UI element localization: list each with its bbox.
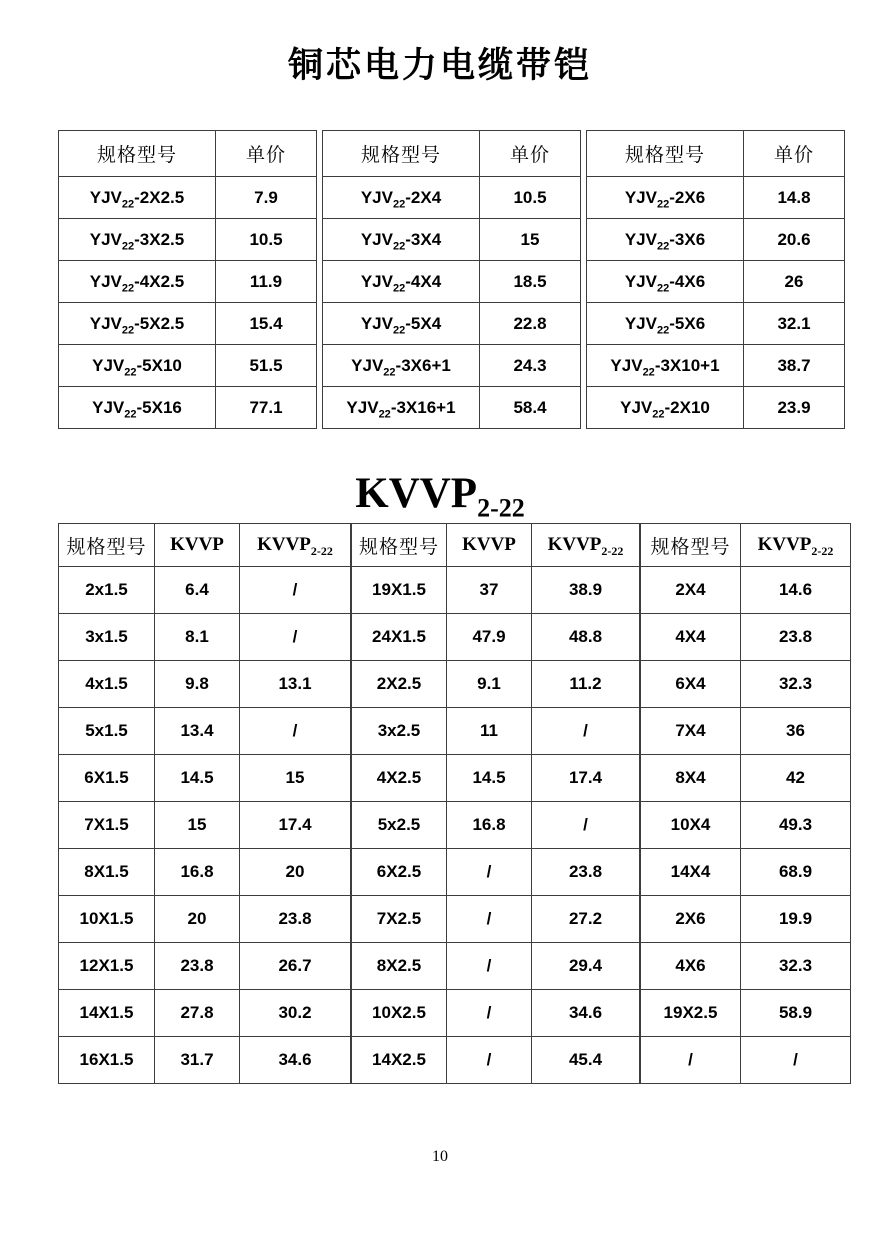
spec-cell: $YJV_{22}-3X6+1$ <box>323 345 480 387</box>
spec-cell: 2X2.5 <box>352 661 447 708</box>
table-row <box>59 1037 351 1084</box>
price-cell: 51.5 <box>216 345 317 387</box>
table-row <box>641 990 851 1037</box>
spec-cell: 14X1.5 <box>59 990 155 1037</box>
table-row <box>59 387 317 429</box>
price-cell: 36 <box>741 708 851 755</box>
column-header: 规格型号 <box>587 131 744 177</box>
price-cell: 17.4 <box>532 755 640 802</box>
table-row <box>587 219 845 261</box>
table-row <box>323 303 581 345</box>
spec-cell: $YJV_{22}-5X10$ <box>59 345 216 387</box>
table-row <box>59 567 351 614</box>
price-cell: / <box>532 802 640 849</box>
spec-cell: 4X4 <box>641 614 741 661</box>
spec-cell: 5x2.5 <box>352 802 447 849</box>
header-row <box>641 524 851 567</box>
spec-cell: 10X2.5 <box>352 990 447 1037</box>
price-cell: / <box>240 567 351 614</box>
spec-cell: 5x1.5 <box>59 708 155 755</box>
price-cell: 11.9 <box>216 261 317 303</box>
column-header: 单价 <box>480 131 581 177</box>
table-row <box>352 849 640 896</box>
spec-cell: 6X1.5 <box>59 755 155 802</box>
price-cell: 13.4 <box>155 708 240 755</box>
spec-cell: 10X1.5 <box>59 896 155 943</box>
spec-cell: 12X1.5 <box>59 943 155 990</box>
kvvp-price-table-2 <box>351 523 640 1084</box>
section1-tables <box>58 130 845 429</box>
price-cell: 14.8 <box>744 177 845 219</box>
price-cell: 17.4 <box>240 802 351 849</box>
price-cell: 20 <box>155 896 240 943</box>
column-header: $KVVP_{2-22}$ <box>532 524 640 567</box>
table-row <box>587 177 845 219</box>
yjv22-price-table-1 <box>58 130 317 429</box>
price-cell: 23.8 <box>155 943 240 990</box>
section2-tables <box>58 523 845 1084</box>
spec-cell: $YJV_{22}-5X4$ <box>323 303 480 345</box>
table-row <box>352 896 640 943</box>
table-row <box>59 177 317 219</box>
price-cell: 13.1 <box>240 661 351 708</box>
table-row <box>352 614 640 661</box>
table-row <box>59 303 317 345</box>
spec-cell: $YJV_{22}-5X16$ <box>59 387 216 429</box>
price-cell: 23.9 <box>744 387 845 429</box>
table-row <box>641 755 851 802</box>
spec-cell: $YJV_{22}-3X10+1$ <box>587 345 744 387</box>
table-row <box>641 802 851 849</box>
price-cell: 47.9 <box>447 614 532 661</box>
header-row <box>352 524 640 567</box>
price-cell: 16.8 <box>155 849 240 896</box>
header-row <box>59 524 351 567</box>
price-cell: 34.6 <box>532 990 640 1037</box>
table-row <box>641 943 851 990</box>
price-cell: 11 <box>447 708 532 755</box>
price-cell: 9.1 <box>447 661 532 708</box>
table-row <box>59 345 317 387</box>
price-cell: 19.9 <box>741 896 851 943</box>
column-header: 规格型号 <box>641 524 741 567</box>
table-row <box>641 567 851 614</box>
table-row <box>59 943 351 990</box>
price-cell: 38.7 <box>744 345 845 387</box>
price-cell: 15 <box>480 219 581 261</box>
price-cell: 68.9 <box>741 849 851 896</box>
spec-cell: 14X4 <box>641 849 741 896</box>
column-header: 单价 <box>216 131 317 177</box>
spec-cell: 2X4 <box>641 567 741 614</box>
table-row <box>59 614 351 661</box>
price-cell: 7.9 <box>216 177 317 219</box>
table-row <box>352 802 640 849</box>
price-cell: 37 <box>447 567 532 614</box>
table-row <box>587 387 845 429</box>
table-row <box>59 849 351 896</box>
page-number: 10 <box>432 1148 448 1165</box>
table-row <box>59 219 317 261</box>
spec-cell: 19X2.5 <box>641 990 741 1037</box>
table-row <box>323 387 581 429</box>
spec-cell: 6X2.5 <box>352 849 447 896</box>
column-header: KVVP <box>155 524 240 567</box>
table-row <box>352 990 640 1037</box>
table-row <box>641 1037 851 1084</box>
spec-cell: 7X1.5 <box>59 802 155 849</box>
table-row <box>352 943 640 990</box>
spec-cell: 10X4 <box>641 802 741 849</box>
spec-cell: $YJV_{22}-4X4$ <box>323 261 480 303</box>
column-header: KVVP <box>447 524 532 567</box>
price-cell: 32.1 <box>744 303 845 345</box>
spec-cell: $YJV_{22}-3X2.5$ <box>59 219 216 261</box>
spec-cell: $YJV_{22}-3X4$ <box>323 219 480 261</box>
price-cell: 48.8 <box>532 614 640 661</box>
spec-cell: 7X2.5 <box>352 896 447 943</box>
column-header: $KVVP_{2-22}$ <box>240 524 351 567</box>
price-cell: 16.8 <box>447 802 532 849</box>
section-title-kvvp: $KVVP_{2-22}$ <box>355 470 525 523</box>
table-row <box>641 661 851 708</box>
price-cell: 15 <box>240 755 351 802</box>
table-row <box>323 177 581 219</box>
price-cell: 20.6 <box>744 219 845 261</box>
column-header: 规格型号 <box>59 524 155 567</box>
table-row <box>59 755 351 802</box>
table-row <box>352 755 640 802</box>
header-row <box>587 131 845 177</box>
table-row <box>641 849 851 896</box>
spec-cell: 14X2.5 <box>352 1037 447 1084</box>
price-cell: / <box>447 990 532 1037</box>
table-row <box>59 896 351 943</box>
table-row <box>59 802 351 849</box>
price-cell: 24.3 <box>480 345 581 387</box>
price-cell: 10.5 <box>216 219 317 261</box>
table-row <box>352 661 640 708</box>
price-cell: 23.8 <box>741 614 851 661</box>
column-header: 规格型号 <box>59 131 216 177</box>
spec-cell: 7X4 <box>641 708 741 755</box>
column-header: 单价 <box>744 131 845 177</box>
spec-cell: 4x1.5 <box>59 661 155 708</box>
price-cell: 58.4 <box>480 387 581 429</box>
spec-cell: $YJV_{22}-4X6$ <box>587 261 744 303</box>
price-cell: 34.6 <box>240 1037 351 1084</box>
price-cell: 15 <box>155 802 240 849</box>
price-cell: 8.1 <box>155 614 240 661</box>
table-row <box>352 567 640 614</box>
spec-cell: $YJV_{22}-3X6$ <box>587 219 744 261</box>
spec-cell: 4X2.5 <box>352 755 447 802</box>
spec-cell: 8X2.5 <box>352 943 447 990</box>
table-row <box>641 896 851 943</box>
table-row <box>587 345 845 387</box>
price-cell: 45.4 <box>532 1037 640 1084</box>
table-row <box>641 708 851 755</box>
yjv22-price-table-2 <box>322 130 581 429</box>
table-row <box>59 990 351 1037</box>
table-row <box>323 345 581 387</box>
price-cell: 14.5 <box>155 755 240 802</box>
column-header: $KVVP_{2-22}$ <box>741 524 851 567</box>
kvvp-price-table-1 <box>58 523 351 1084</box>
spec-cell: 19X1.5 <box>352 567 447 614</box>
price-cell: 11.2 <box>532 661 640 708</box>
price-cell: 18.5 <box>480 261 581 303</box>
price-cell: 14.6 <box>741 567 851 614</box>
price-cell: 42 <box>741 755 851 802</box>
column-header: 规格型号 <box>323 131 480 177</box>
header-row <box>323 131 581 177</box>
spec-cell: 16X1.5 <box>59 1037 155 1084</box>
header-row <box>59 131 317 177</box>
price-cell: 22.8 <box>480 303 581 345</box>
price-cell: 27.2 <box>532 896 640 943</box>
price-cell: 23.8 <box>532 849 640 896</box>
price-cell: 6.4 <box>155 567 240 614</box>
table-row <box>587 303 845 345</box>
table-row <box>352 1037 640 1084</box>
price-cell: / <box>240 708 351 755</box>
price-cell: / <box>741 1037 851 1084</box>
spec-cell: 3x1.5 <box>59 614 155 661</box>
price-cell: 38.9 <box>532 567 640 614</box>
price-cell: 10.5 <box>480 177 581 219</box>
price-cell: / <box>240 614 351 661</box>
yjv22-price-table-3 <box>586 130 845 429</box>
price-cell: 26 <box>744 261 845 303</box>
price-cell: 30.2 <box>240 990 351 1037</box>
spec-cell: 2X6 <box>641 896 741 943</box>
spec-cell: 8X1.5 <box>59 849 155 896</box>
price-cell: / <box>447 1037 532 1084</box>
price-cell: 26.7 <box>240 943 351 990</box>
price-cell: 9.8 <box>155 661 240 708</box>
price-cell: 29.4 <box>532 943 640 990</box>
spec-cell: $YJV_{22}-3X16+1$ <box>323 387 480 429</box>
price-cell: 32.3 <box>741 661 851 708</box>
spec-cell: 4X6 <box>641 943 741 990</box>
price-cell: 31.7 <box>155 1037 240 1084</box>
price-cell: 58.9 <box>741 990 851 1037</box>
spec-cell: $YJV_{22}-5X2.5$ <box>59 303 216 345</box>
spec-cell: $YJV_{22}-5X6$ <box>587 303 744 345</box>
table-row <box>587 261 845 303</box>
table-row <box>323 219 581 261</box>
price-cell: 20 <box>240 849 351 896</box>
table-row <box>641 614 851 661</box>
table-row <box>59 708 351 755</box>
kvvp-price-table-3 <box>640 523 851 1084</box>
price-cell: 27.8 <box>155 990 240 1037</box>
spec-cell: $YJV_{22}-2X2.5$ <box>59 177 216 219</box>
price-cell: 49.3 <box>741 802 851 849</box>
price-cell: 32.3 <box>741 943 851 990</box>
price-cell: / <box>532 708 640 755</box>
spec-cell: 24X1.5 <box>352 614 447 661</box>
price-cell: / <box>447 896 532 943</box>
table-row <box>323 261 581 303</box>
spec-cell: $YJV_{22}-2X6$ <box>587 177 744 219</box>
spec-cell: 8X4 <box>641 755 741 802</box>
price-cell: 15.4 <box>216 303 317 345</box>
table-row <box>352 708 640 755</box>
spec-cell: 6X4 <box>641 661 741 708</box>
price-cell: 77.1 <box>216 387 317 429</box>
spec-cell: $YJV_{22}-2X4$ <box>323 177 480 219</box>
table-row <box>59 261 317 303</box>
page-title: 铜芯电力电缆带铠 <box>287 46 592 85</box>
price-cell: / <box>447 849 532 896</box>
spec-cell: / <box>641 1037 741 1084</box>
spec-cell: $YJV_{22}-2X10$ <box>587 387 744 429</box>
spec-cell: 3x2.5 <box>352 708 447 755</box>
price-cell: 14.5 <box>447 755 532 802</box>
spec-cell: $YJV_{22}-4X2.5$ <box>59 261 216 303</box>
price-cell: 23.8 <box>240 896 351 943</box>
column-header: 规格型号 <box>352 524 447 567</box>
table-row <box>59 661 351 708</box>
price-cell: / <box>447 943 532 990</box>
spec-cell: 2x1.5 <box>59 567 155 614</box>
